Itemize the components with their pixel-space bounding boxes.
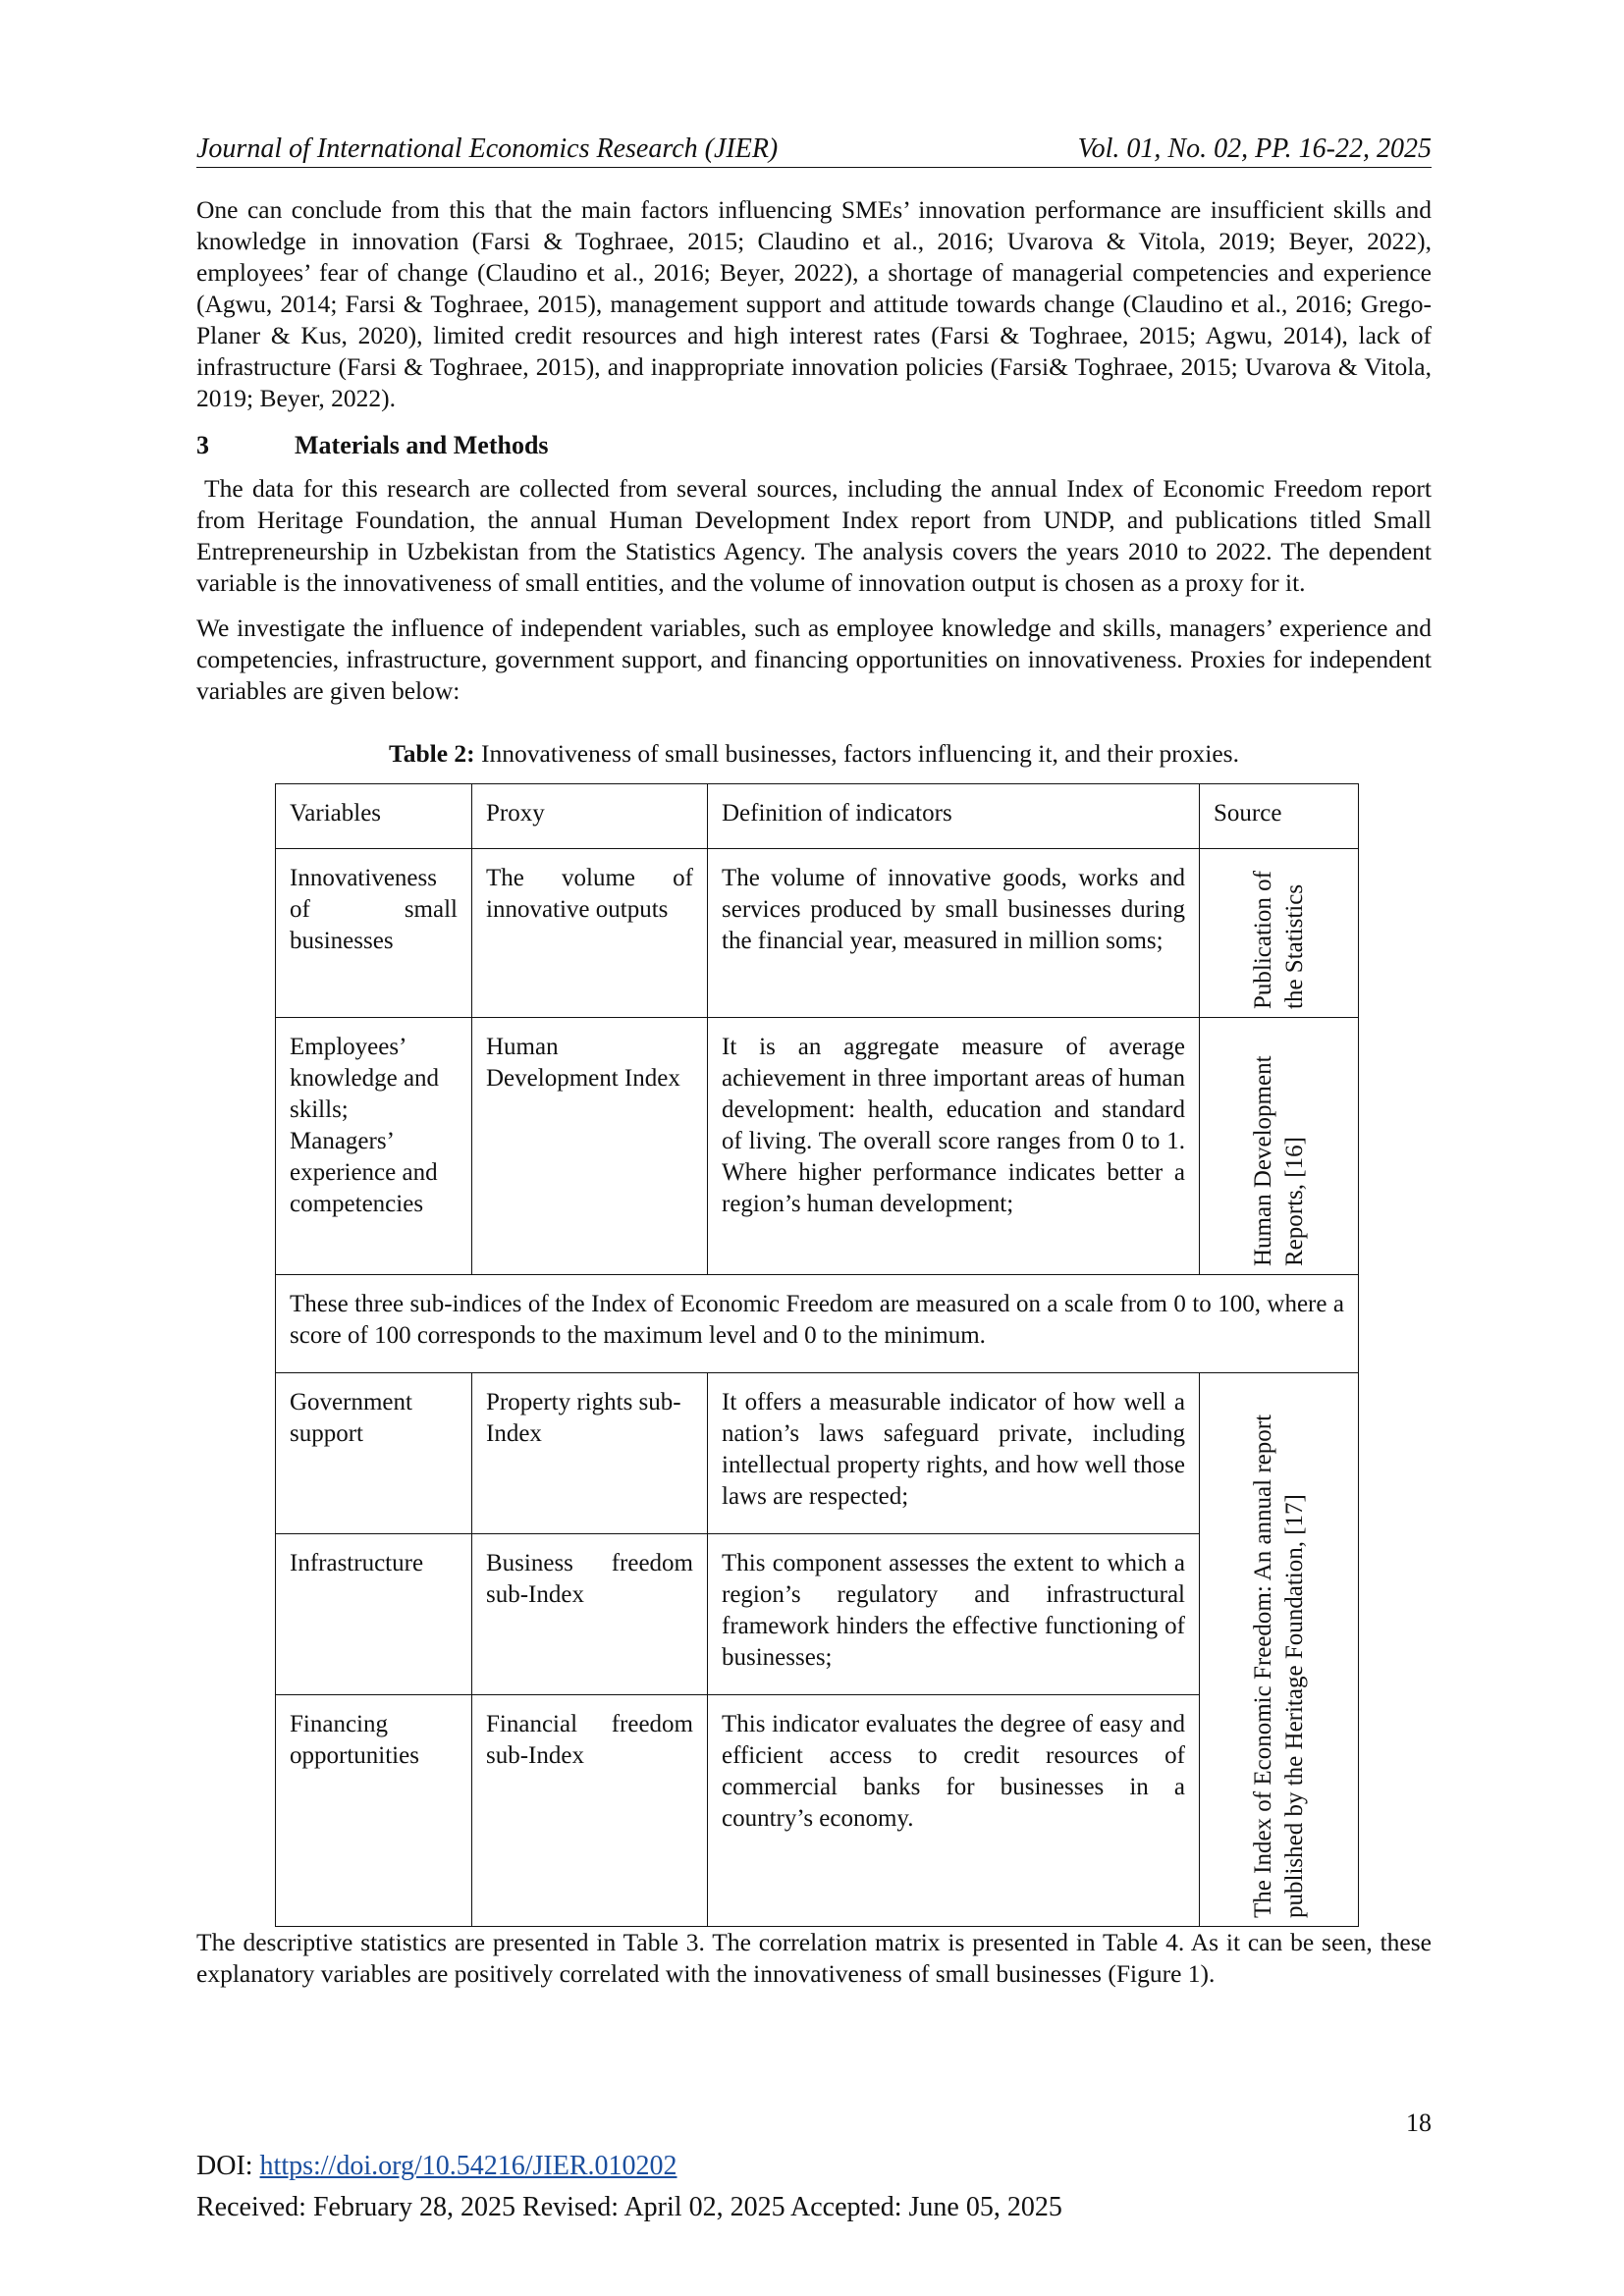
cell-proxy: Human Development Index [472, 1018, 708, 1275]
table-note-row [276, 1275, 1359, 1373]
cell-variable: Financing opportunities [276, 1695, 472, 1927]
cell-variable: Innovativeness of small businesses [276, 849, 472, 1018]
table-row [276, 1695, 1359, 1927]
table-caption-text: Innovativeness of small businesses, factors influencing it, and their proxies. [474, 739, 1239, 768]
table-row [276, 1534, 1359, 1695]
cell-variable: Infrastructure [276, 1534, 472, 1695]
cell-source [1200, 1018, 1359, 1275]
paragraph-data-sources: The data for this research are collected from several sources, including the annual Index of Economic Freedom report from Heritage Foundation, the annual Human Development Index report from UNDP, and publications titled Small Entrepreneurship in Uzbekistan from the Statistics Agency. The analysis covers the years 2010 to 2022. The dependent variable is the innovativeness of small entities, and the volume of innovation output is chosen as a proxy for it. [196, 474, 1432, 597]
doi-link[interactable]: https://doi.org/10.54216/JIER.010202 [259, 2151, 677, 2181]
section-heading [196, 428, 1432, 463]
cell-source-merged [1200, 1373, 1359, 1927]
source-text-vertical: Publication of the Statistics [1249, 871, 1308, 1009]
paragraph-descriptive-statistics: The descriptive statistics are presented in Table 3. The correlation matrix is presented in Table 4. As it can be seen, these explanatory variables are positively correlated with the innovativeness of small businesses (Figure 1). [196, 1928, 1432, 1988]
header-definition: Definition of indicators [708, 784, 1200, 849]
page-number: 18 [1406, 2109, 1432, 2137]
running-header [196, 132, 1432, 168]
source-text-vertical: The Index of Economic Freedom: An annual report published by the Heritage Foundation, [17] [1249, 1414, 1308, 1918]
volume-info: Vol. 01, No. 02, PP. 16-22, 2025 [1077, 133, 1432, 164]
proxies-table [275, 783, 1359, 1927]
submission-dates: Received: February 28, 2025 Revised: April 02, 2025 Accepted: June 05, 2025 [196, 2192, 1062, 2222]
cell-proxy: The volume of innovative outputs [472, 849, 708, 1018]
table-note: These three sub-indices of the Index of Economic Freedom are measured on a scale from 0 to 100, where a score of 100 corresponds to the maximum level and 0 to the minimum. [276, 1275, 1359, 1373]
table-row [276, 1018, 1359, 1275]
page-body [196, 194, 1432, 2003]
cell-definition: It offers a measurable indicator of how well a nation’s laws safeguard private, including intellectual property rights, and how well those laws are respected; [708, 1373, 1200, 1534]
paragraph-independent-variables: We investigate the influence of independent variables, such as employee knowledge and skills, managers’ experience and competencies, infrastructure, government support, and financing opportunities on innovativeness. Proxies for independent variables are given below: [196, 614, 1432, 705]
table-row [276, 849, 1359, 1018]
cell-definition: This component assesses the extent to which a region’s regulatory and infrastructural framework hinders the effective functioning of businesses; [708, 1534, 1200, 1695]
header-variables: Variables [276, 784, 472, 849]
cell-variable: Employees’ knowledge and skills; Managers’ experience and competencies [276, 1018, 472, 1275]
cell-proxy: Property rights sub-Index [472, 1373, 708, 1534]
header-proxy: Proxy [472, 784, 708, 849]
cell-definition: This indicator evaluates the degree of easy and efficient access to credit resources of commercial banks for businesses in a country’s economy. [708, 1695, 1200, 1927]
header-source: Source [1200, 784, 1359, 849]
table-caption-label: Table 2: [389, 739, 475, 768]
table-header-row [276, 784, 1359, 849]
source-text-vertical: Human Development Reports, [16] [1249, 1055, 1308, 1266]
doi-line [196, 2146, 1062, 2187]
section-number: 3 [196, 431, 209, 459]
cell-definition: It is an aggregate measure of average achievement in three important areas of human development: health, education and standard of living. The overall score ranges from 0 to 1. Where higher performance indicates better a region’s human development; [708, 1018, 1200, 1275]
paragraph-factors-conclusion: One can conclude from this that the main factors influencing SMEs’ innovation performance are insufficient skills and knowledge in innovation (Farsi & Toghraee, 2015; Claudino et al., 2016; Uvarova & Vitola, 2019; Beyer, 2022), employees’ fear of change (Claudino et al., 2016; Beyer, 2022), a shortage of managerial competencies and experience (Agwu, 2014; Farsi & Toghraee, 2015), management support and attitude towards change (Claudino et al., 2016; Grego-Planer & Kus, 2020), limited credit resources and high interest rates (Farsi & Toghraee, 2015; Agwu, 2014), lack of infrastructure (Farsi & Toghraee, 2015), and inappropriate innovation policies (Farsi& Toghraee, 2015; Uvarova & Vitola, 2019; Beyer, 2022). [196, 195, 1432, 412]
cell-proxy: Business freedom sub-Index [472, 1534, 708, 1695]
doi-label: DOI: [196, 2151, 260, 2181]
cell-variable: Government support [276, 1373, 472, 1534]
journal-title: Journal of International Economics Research (JIER) [196, 133, 779, 164]
table-caption [196, 738, 1432, 770]
cell-proxy: Financial freedom sub-Index [472, 1695, 708, 1927]
table-row [276, 1373, 1359, 1534]
cell-source [1200, 849, 1359, 1018]
page-footer [196, 2146, 1062, 2228]
section-title: Materials and Methods [295, 431, 549, 459]
cell-definition: The volume of innovative goods, works and services produced by small businesses during the financial year, measured in million soms; [708, 849, 1200, 1018]
